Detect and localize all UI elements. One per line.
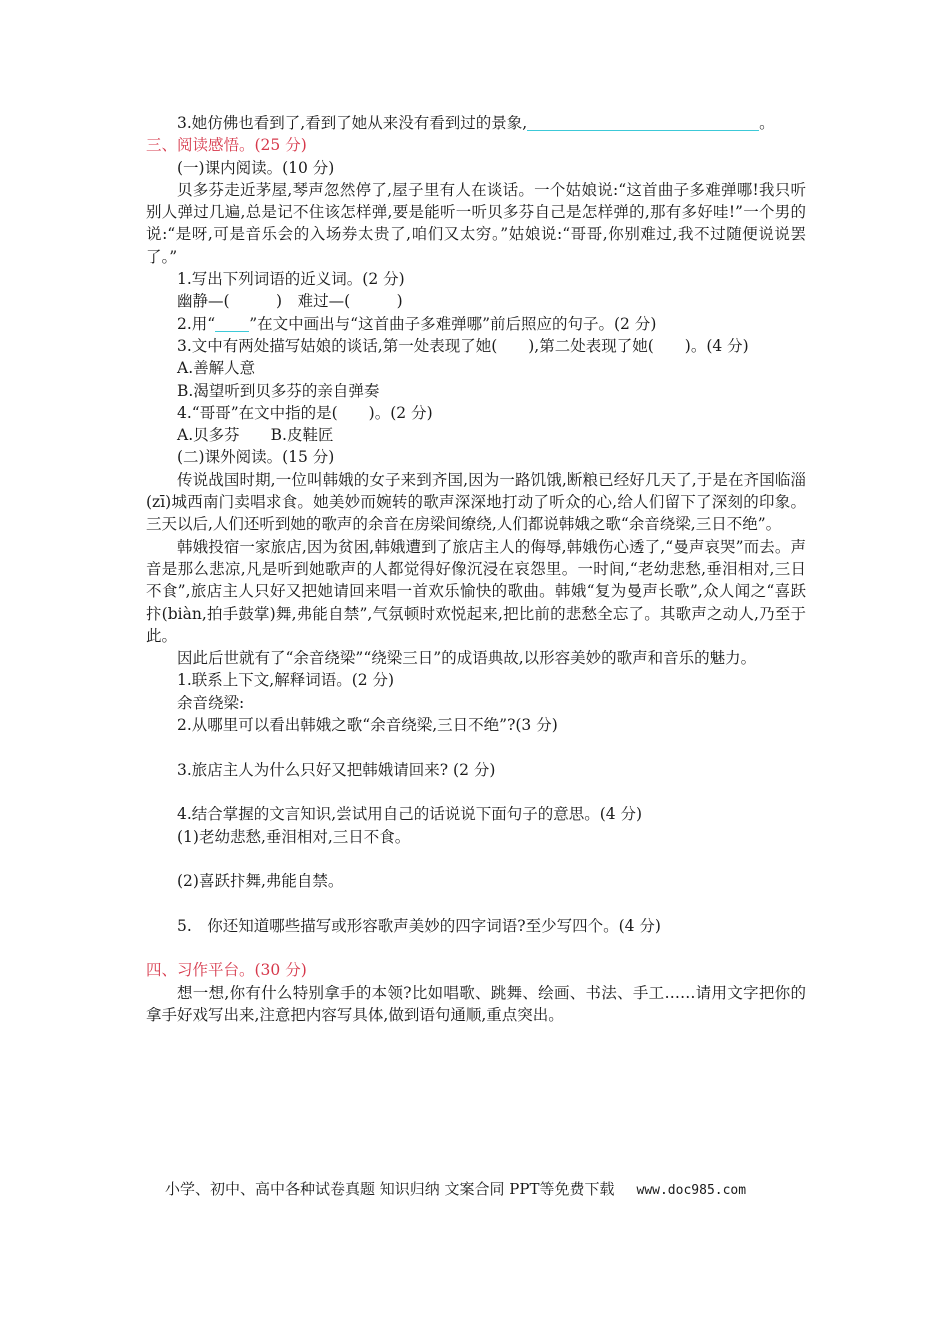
part-2-title: (二)课外阅读。(15 分) — [177, 448, 335, 467]
part-2-paragraph-3: 因此后世就有了“余音绕梁”“绕梁三日”的成语典故,以形容美妙的歌声和音乐的魅力。 — [177, 649, 757, 668]
part-1-question-3-option-b: B.渴望听到贝多芬的亲自弹奏 — [177, 381, 380, 400]
part-2-question-4-sentence-2: (2)喜跃抃舞,弗能自禁。 — [177, 872, 344, 891]
answer-space[interactable] — [146, 937, 806, 959]
exam-content — [146, 112, 806, 1026]
part-1-question-3-option-a: A.善解人意 — [177, 359, 256, 378]
part-2-paragraph-2: 韩娥投宿一家旅店,因为贫困,韩娥遭到了旅店主人的侮辱,韩娥伤心透了,“曼声哀哭”而去。声音是那么悲凉,凡是听到她歌声的人都觉得好像沉浸在哀怨里。一时间,“老幼悲愁,垂泪相对,三日不食”,旅店主人只好又把她请回来唱一首欢乐愉快的歌曲。韩娥“复为曼声长歌”,众人闻之“喜跃抃(biàn,拍手鼓掌)舞,弗能自禁”,气氛顿时欢悦起来,把比前的悲愁全忘了。其歌声之动人,乃至于此。 — [146, 537, 806, 645]
part-2-question-1: 1.联系上下文,解释词语。(2 分) — [177, 671, 395, 690]
footer-url[interactable]: www.doc985.com — [636, 1183, 747, 1198]
part-2-question-2: 2.从哪里可以看出韩娥之歌“余音绕梁,三日不绝”?(3 分) — [177, 716, 558, 735]
part-2-paragraph-1: 传说战国时期,一位叫韩娥的女子来到齐国,因为一路饥饿,断粮已经好几天了,于是在齐国临淄(zī)城西南门卖唱求食。她美妙而婉转的歌声深深地打动了听众的心,给人们留下了深刻的印象。三天以后,人们还听到她的歌声的余音在房梁间缭绕,人们都说韩娥之歌“余音绕梁,三日不绝”。 — [146, 470, 806, 534]
part-1-question-4-options: A.贝多芬 B.皮鞋匠 — [177, 426, 334, 445]
part-1-question-2: 2.用“ ”在文中画出与“这首曲子多难弹哪”前后照应的句子。(2 分) — [177, 314, 657, 333]
underline-mark — [215, 317, 249, 332]
part-2-question-4: 4.结合掌握的文言知识,尝试用自己的话说说下面句子的意思。(4 分) — [177, 805, 643, 824]
answer-space[interactable] — [146, 781, 806, 803]
part-2-question-1-word: 余音绕梁: — [177, 693, 245, 712]
part-1-question-4: 4.“哥哥”在文中指的是( )。(2 分) — [177, 403, 433, 422]
part-1-title: (一)课内阅读。(10 分) — [177, 158, 335, 177]
section-3-title: 三、阅读感悟。(25 分) — [146, 136, 307, 155]
footer — [165, 1178, 746, 1199]
part-1-question-1: 1.写出下列词语的近义词。(2 分) — [177, 270, 405, 289]
section-4-title: 四、习作平台。(30 分) — [146, 961, 307, 980]
part-1-question-3: 3.文中有两处描写姑娘的谈话,第一处表现了她( ),第二处表现了她( )。(4 分) — [177, 336, 749, 355]
answer-space[interactable] — [146, 736, 806, 758]
answer-space[interactable] — [146, 892, 806, 914]
part-1-passage: 贝多芬走近茅屋,琴声忽然停了,屋子里有人在谈话。一个姑娘说:“这首曲子多难弹哪!我只听别人弹过几遍,总是记不住该怎样弹,要是能听一听贝多芬自己是怎样弹的,那有多好哇!”一个男的说:“是呀,可是音乐会的入场券太贵了,咱们又太穷。”姑娘说:“哥哥,你别难过,我不过随便说说罢了。” — [146, 180, 806, 266]
part-2-question-3: 3.旅店主人为什么只好又把韩娥请回来? (2 分) — [177, 760, 496, 779]
part-2-question-4-sentence-1: (1)老幼悲愁,垂泪相对,三日不食。 — [177, 827, 411, 846]
footer-text: 小学、初中、高中各种试卷真题 知识归纳 文案合同 PPT等免费下载 — [165, 1180, 615, 1198]
section-4-prompt: 想一想,你有什么特别拿手的本领?比如唱歌、跳舞、绘画、书法、手工……请用文字把你的拿手好戏写出来,注意把内容写具体,做到语句通顺,重点突出。 — [146, 983, 806, 1024]
question-3-fill: 3.她仿佛也看到了,看到了她从来没有看到过的景象, 。 — [177, 114, 775, 132]
part-1-question-1-words: 幽静—( ) 难过—( ) — [177, 292, 403, 311]
answer-blank[interactable] — [527, 114, 759, 131]
part-2-question-5: 5. 你还知道哪些描写或形容歌声美妙的四字词语?至少写四个。(4 分) — [177, 916, 661, 935]
answer-space[interactable] — [146, 848, 806, 870]
